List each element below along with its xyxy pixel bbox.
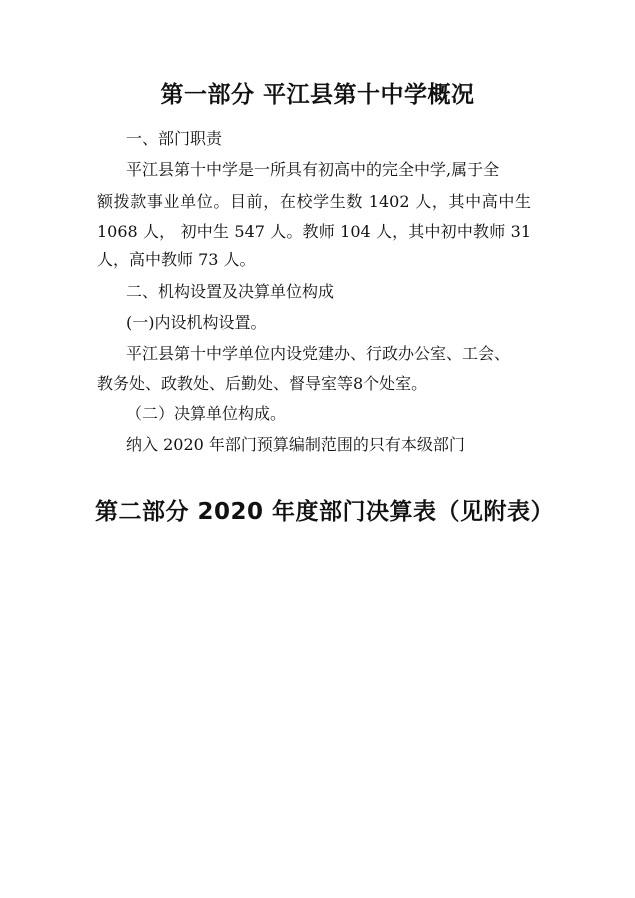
section1-body-line: 人，高中教师 73 人。 <box>97 250 256 269</box>
sub2-heading: （二）决算单位构成。 <box>126 404 287 423</box>
sub1-body-line: 平江县第十中学单位内设党建办、行政办公室、工会、 <box>126 344 511 363</box>
part2-title: 第二部分 2020 年度部门决算表（见附表） <box>95 499 555 525</box>
sub2-body: 纳入 2020 年部门预算编制范围的只有本级部门 <box>126 435 465 454</box>
section1-heading: 一、部门职责 <box>126 129 223 148</box>
section1-body-line: 额拨款事业单位。目前，在校学生数 1402 人，其中高中生 <box>97 192 531 211</box>
section2-heading: 二、机构设置及决算单位构成 <box>126 282 335 301</box>
section1-body-line: 平江县第十中学是一所具有初高中的完全中学,属于全 <box>126 160 500 179</box>
section1-body-line: 1068 人， 初中生 547 人。教师 104 人，其中初中教师 31 <box>97 222 531 241</box>
part1-title: 第一部分 平江县第十中学概况 <box>160 82 475 108</box>
sub1-body-line: 教务处、政教处、后勤处、督导室等8个处室。 <box>97 374 428 393</box>
sub1-heading: (一)内设机构设置。 <box>126 313 267 332</box>
